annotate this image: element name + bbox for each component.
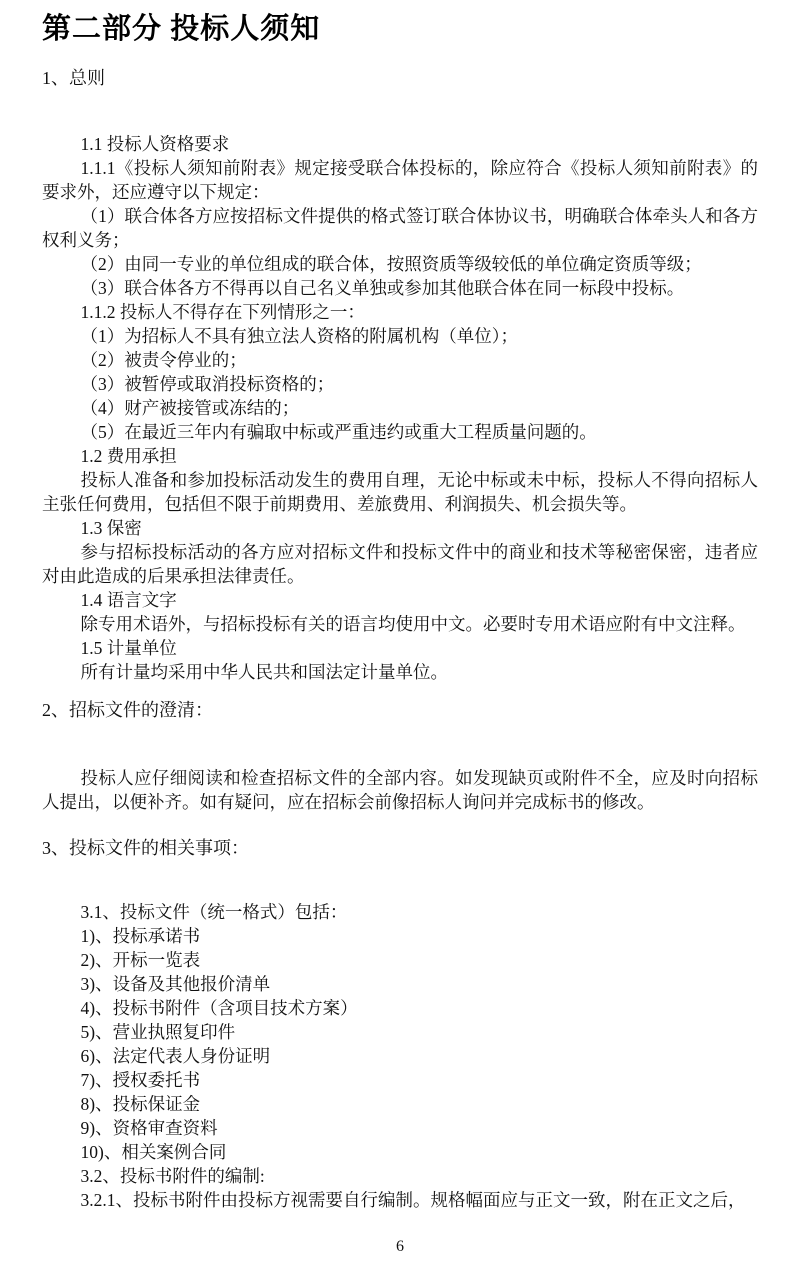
list-item: （2）由同一专业的单位组成的联合体，按照资质等级较低的单位确定资质等级； [80,254,702,274]
list-item: 1)、投标承诺书 [80,926,201,946]
list-item: （3）联合体各方不得再以自己名义单独或参加其他联合体在同一标段中投标。 [80,278,685,298]
section-general [42,65,758,684]
paragraph-attachment-body: 3.2.1、投标书附件由投标方视需要自行编制。规格幅面应与正文一致，附在正文之后， [80,1190,746,1210]
paragraph-cost-heading: 1.2 费用承担 [80,446,177,466]
paragraph-qualification-heading: 1.1 投标人资格要求 [80,134,230,154]
section-heading-bid-documents: 3、投标文件的相关事项： [42,838,249,858]
list-item: 2)、开标一览表 [80,950,201,970]
paragraph-clarification-body: 投标人应仔细阅读和检查招标文件的全部内容。如发现缺页或附件不全，应及时向招标人提出，以便补齐。如有疑问，应在招标会前像招标人询问并完成标书的修改。 [42,768,758,812]
page-number: 6 [396,1238,404,1255]
section-heading-clarification: 2、招标文件的澄清： [42,700,213,720]
list-item: 3)、设备及其他报价清单 [80,974,271,994]
paragraph-units-heading: 1.5 计量单位 [80,638,177,658]
list-item: （3）被暂停或取消投标资格的； [80,374,335,394]
list-item: （5）在最近三年内有骗取中标或严重违约或重大工程质量问题的。 [80,422,597,442]
paragraph-units-body: 所有计量均采用中华人民共和国法定计量单位。 [80,662,448,682]
paragraph-confidentiality-body: 参与招标投标活动的各方应对招标文件和投标文件中的商业和技术等秘密保密，违者应对由此造成的后果承担法律责任。 [42,542,758,586]
list-item: （2）被责令停业的； [80,350,247,370]
page-title: 第二部分 投标人须知 [42,13,321,45]
paragraph-bid-doc-list-heading: 3.1、投标文件（统一格式）包括： [80,902,348,922]
list-item: 10)、相关案例合同 [80,1142,227,1162]
list-item: 5)、营业执照复印件 [80,1022,236,1042]
list-item: （1）为招标人不具有独立法人资格的附属机构（单位）； [80,326,518,346]
paragraph-bidder-prohibitions: 1.1.2 投标人不得存在下列情形之一： [80,302,365,322]
paragraph-cost-body: 投标人准备和参加投标活动发生的费用自理，无论中标或未中标，投标人不得向招标人主张任何费用，包括但不限于前期费用、差旅费用、利润损失、机会损失等。 [42,470,758,514]
section-bid-documents [42,835,758,1212]
list-item: 8)、投标保证金 [80,1094,201,1114]
section-clarification [42,697,758,814]
paragraph-language-body: 除专用术语外，与招标投标有关的语言均使用中文。必要时专用术语应附有中文注释。 [80,614,746,634]
paragraph-attachment-heading: 3.2、投标书附件的编制: [80,1166,265,1186]
list-item: 4)、投标书附件（含项目技术方案） [80,998,358,1018]
list-item: 7)、授权委托书 [80,1070,201,1090]
list-item: 6)、法定代表人身份证明 [80,1046,271,1066]
paragraph-consortium-rule: 1.1.1《投标人须知前附表》规定接受联合体投标的，除应符合《投标人须知前附表》的要求外，还应遵守以下规定： [42,158,758,202]
list-item: （4）财产被接管或冻结的； [80,398,300,418]
list-item: 9)、资格审查资料 [80,1118,218,1138]
section-heading-general: 1、总则 [42,68,105,88]
list-item: （1）联合体各方应按招标文件提供的格式签订联合体协议书，明确联合体牵头人和各方权利义务； [42,206,758,250]
paragraph-language-heading: 1.4 语言文字 [80,590,177,610]
paragraph-confidentiality-heading: 1.3 保密 [80,518,142,538]
